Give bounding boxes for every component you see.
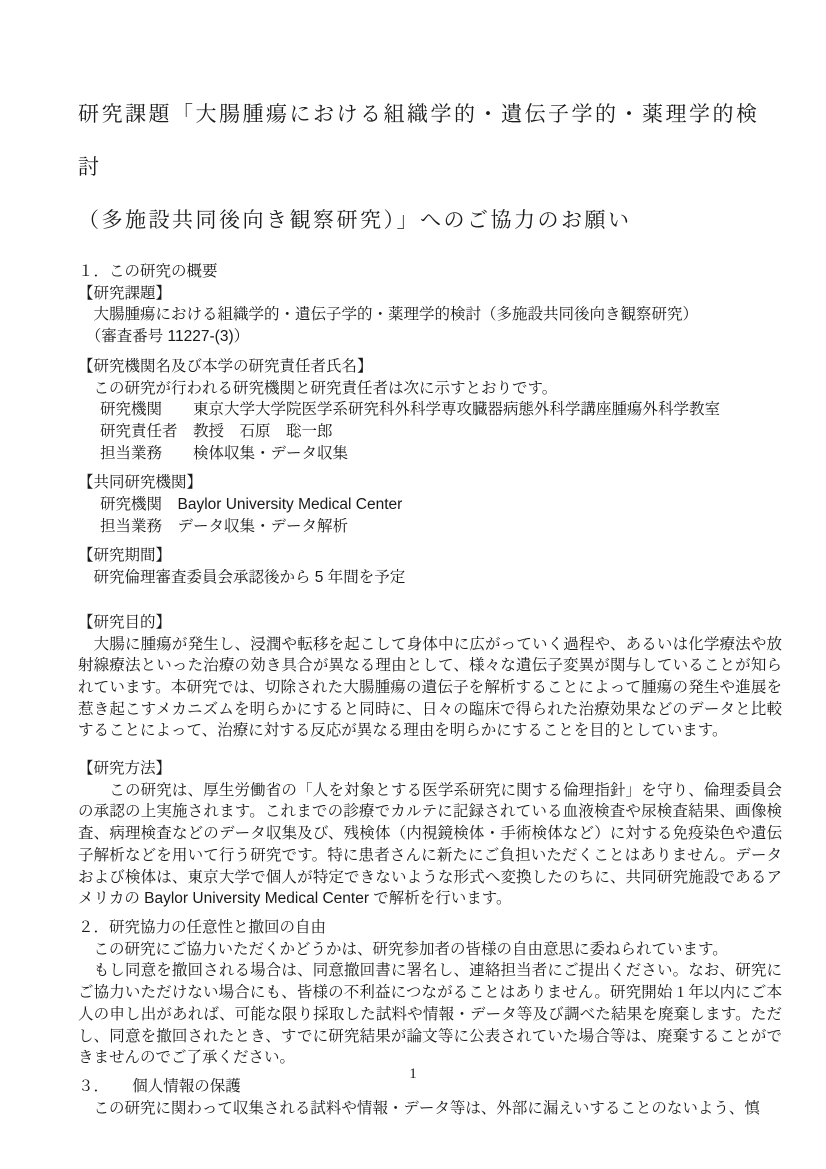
institution-row-lead-researcher: 研究責任者 教授 石原 聡一郎 — [100, 422, 333, 440]
institution-heading: 【研究機関名及び本学の研究責任者氏名】 — [78, 357, 373, 375]
voluntariness-paragraph2-lead: もし同意を撤回される場合は、同意撤回書に署名し、連絡担当者にご提出ください。なお、研究にご協力いただけない場合にも、皆様の不利益につながることはありません。 — [78, 962, 782, 1002]
research-topic-review-number: （審査番号 11227-(3)） — [78, 328, 250, 346]
institution-intro: この研究が行われる研究機関と研究責任者は次に示すとおりです。 — [78, 379, 558, 397]
institution-row-organization: 研究機関 東京大学大学院医学系研究科外科学専攻臓器病態外科学講座腫瘍外科学教室 — [100, 401, 721, 419]
collaborator-row-duty: 担当業務 データ収集・データ解析 — [100, 517, 349, 535]
voluntariness-paragraph2 — [78, 960, 782, 1069]
voluntariness-paragraph1: この研究にご協力いただくかどうかは、研究参加者の皆様の自由意思に委ねられています。 — [78, 940, 728, 958]
study-method-heading: 【研究方法】 — [78, 760, 172, 778]
study-method-paragraph: この研究は、厚生労働省の「人を対象とする医学系研究に関する倫理指針」を守り、倫理委員会の承認の上実施されます。これまでの診療でカルテに記録されている血液検査や尿検査結果、画像検査、病理検査などのデータ収集及び、残検体（内視鏡検体・手術検体など）に対する免疫染色や遺伝子解析などを用いて行う研究です。特に患者さんに新たにご負担いただくことはありません。データおよび検体は、東京大学で個人が特定できないような形式へ変換したのちに、共同研究施設であるアメリカの Baylor University Medical Center で解析を行います。 — [78, 781, 782, 908]
collaborator-row-organization: 研究機関 Baylor University Medical Center — [100, 496, 403, 514]
section3-heading: ３． 個人情報の保護 — [78, 1077, 241, 1095]
section1-heading: １．この研究の概要 — [78, 263, 218, 280]
voluntariness-paragraph2-rest: にご本人の申し出があれば、可能な限り採取した試料や情報・データ等及び調べた結果を廃棄します。ただし、同意を撤回されたとき、すでに研究結果が論文等に公表されていた場合等は、廃棄することができませんのでご了承ください。 — [78, 984, 782, 1067]
study-purpose-paragraph: 大腸に腫瘍が発生し、浸潤や転移を起こして身体中に広がっていく過程や、あるいは化学療法や放射線療法といった治療の効き具合が異なる理由として、様々な遺伝子変異が関与していることが知られています。本研究では、切除された大腸腫瘍の遺伝子を解析することによって腫瘍の発生や進展を惹き起こすメカニズムを明らかにすると同時に、日々の臨床で得られた治療効果などのデータと比較することによって、治療に対する反応が異なる理由を明らかにすることを目的としています。 — [78, 635, 782, 740]
institution-row-duty: 担当業務 検体収集・データ収集 — [100, 444, 349, 462]
document-title — [78, 88, 782, 247]
page-number: 1 — [409, 1066, 417, 1082]
study-purpose-heading: 【研究目的】 — [78, 613, 172, 631]
voluntariness-paragraph2-serif-phrase: 研究開始 1 年以内 — [610, 984, 736, 1002]
research-topic-line1: 大腸腫瘍における組織学的・遺伝子学的・薬理学的検討（多施設共同後向き観察研究） — [78, 306, 699, 324]
document-title-line1: 研究課題「大腸腫瘍における組織学的・遺伝子学的・薬理学的検討 — [78, 103, 760, 179]
research-topic-heading: 【研究課題】 — [78, 284, 172, 302]
document-title-line2: （多施設共同後向き観察研究）」へのご協力のお願い — [78, 209, 632, 232]
section2-heading: ２．研究協力の任意性と撤回の自由 — [78, 918, 327, 936]
study-period-heading: 【研究期間】 — [78, 547, 172, 565]
privacy-paragraph: この研究に関わって収集される試料や情報・データ等は、外部に漏えいすることのないよう、慎 — [78, 1099, 760, 1117]
collaborator-heading: 【共同研究機関】 — [78, 474, 203, 492]
study-period-text: 研究倫理審査委員会承認後から 5 年間を予定 — [78, 569, 406, 587]
